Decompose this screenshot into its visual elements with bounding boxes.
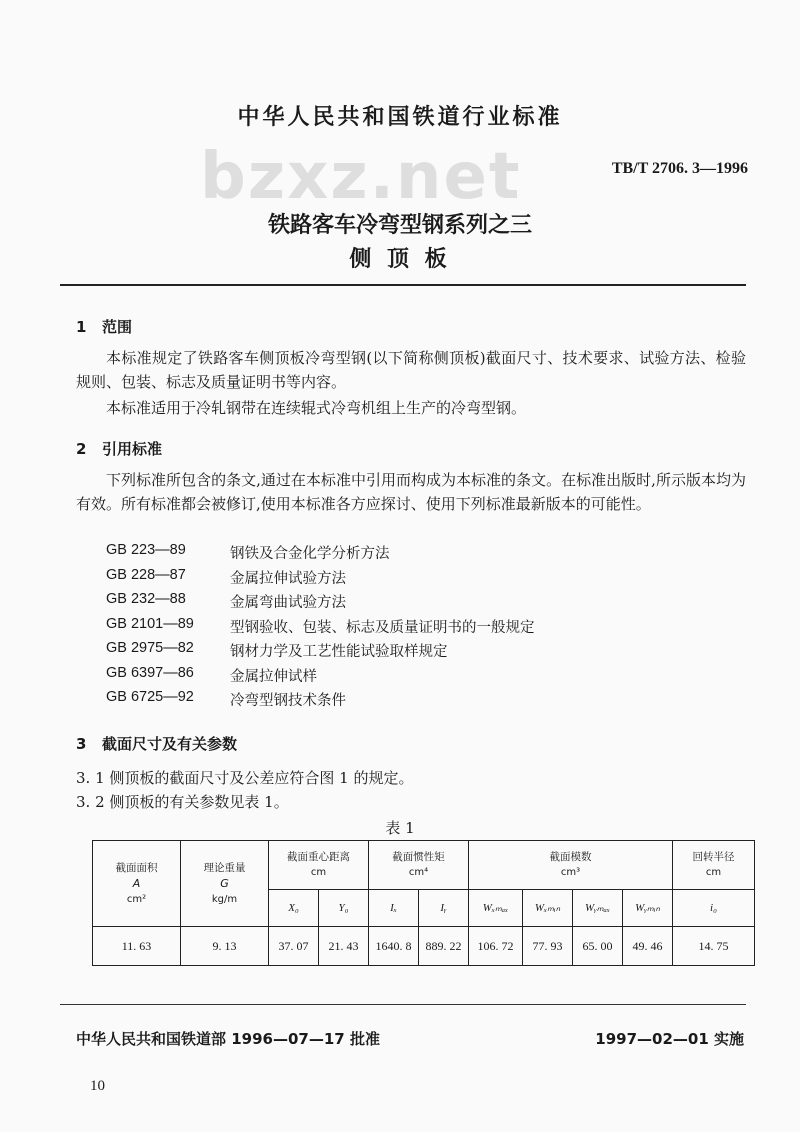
- clause-3-2: 3. 2 侧顶板的有关参数见表 1。: [76, 793, 289, 811]
- header-weight: [181, 841, 269, 927]
- reference-item: [106, 640, 535, 665]
- reference-title: 冷弯型钢技术条件: [230, 693, 346, 709]
- header-label: 截面惯性矩: [392, 851, 445, 863]
- section-2-heading: [76, 438, 162, 459]
- reference-code: GB 232—88: [106, 591, 186, 607]
- footer-divider: [60, 1004, 746, 1005]
- reference-title: 金属拉伸试样: [230, 668, 317, 685]
- reference-item: [106, 591, 535, 616]
- subheader-wxmin: Wₓₘᵢₙ: [523, 890, 573, 927]
- cell-weight: 9. 13: [181, 927, 269, 966]
- subheader-ix: Iₓ: [369, 890, 419, 927]
- section-1-paragraph-2: 本标准适用于冷轧钢带在连续辊式冷弯机组上生产的冷弯型钢。: [106, 399, 527, 417]
- header-unit: cm⁴: [408, 867, 429, 878]
- watermark: bzxz.net: [200, 140, 522, 214]
- header-unit: kg/m: [211, 893, 238, 905]
- section-title: 范围: [102, 318, 133, 336]
- section-1-paragraph-1: 本标准规定了铁路客车侧顶板冷弯型钢(以下简称侧顶板)截面尺寸、技术要求、试验方法、检验规则、包装、标志及质量证明书等内容。: [76, 349, 746, 391]
- reference-code: GB 223—89: [106, 542, 186, 558]
- cell-x0: 37. 07: [269, 927, 319, 966]
- cell-ix: 1640. 8: [369, 927, 419, 966]
- parameter-table: [92, 840, 755, 966]
- section-number: 2: [76, 440, 87, 458]
- cell-wxmax: 106. 72: [469, 927, 523, 966]
- section-number: 1: [76, 318, 87, 336]
- subheader-x0: X₀: [269, 890, 319, 927]
- cell-wymin: 49. 46: [623, 927, 673, 966]
- header-symbol: G: [220, 876, 229, 890]
- header-centroid: [269, 841, 369, 890]
- header-label: 回转半径: [692, 851, 735, 863]
- header-label: 截面模数: [549, 851, 592, 863]
- table-row: [93, 927, 755, 966]
- subheader-wymax: Wᵧₘₐₓ: [573, 890, 623, 927]
- standard-number: TB/T 2706. 3—1996: [611, 160, 748, 177]
- reference-title: 钢铁及合金化学分析方法: [230, 546, 390, 562]
- subheader-y0: Y₀: [319, 890, 369, 927]
- header-unit: cm: [705, 867, 722, 878]
- subheader-iy: Iᵧ: [419, 890, 469, 927]
- title-divider: [60, 284, 746, 286]
- reference-item: [106, 542, 535, 567]
- header-inertia: [369, 841, 469, 890]
- reference-item: [106, 665, 535, 690]
- cell-i0: 14. 75: [673, 927, 755, 966]
- header-unit: cm: [310, 867, 327, 878]
- header-label: 理论重量: [203, 861, 246, 874]
- reference-code: GB 228—87: [106, 566, 186, 583]
- cell-y0: 21. 43: [319, 927, 369, 966]
- document-subtitle: 侧 顶 板: [349, 247, 451, 272]
- reference-code: GB 6397—86: [106, 664, 194, 681]
- approval-line: 中华人民共和国铁道部 1996—07—17 批准: [76, 1030, 380, 1048]
- header-label: 截面重心距离: [287, 851, 350, 863]
- cell-iy: 889. 22: [419, 927, 469, 966]
- reference-title: 金属拉伸试验方法: [230, 570, 346, 587]
- reference-code: GB 6725—92: [106, 689, 194, 705]
- reference-item: [106, 689, 535, 714]
- cell-wymax: 65. 00: [573, 927, 623, 966]
- header-label: 截面面积: [115, 861, 158, 874]
- standard-issuer-title: 中华人民共和国铁道行业标准: [237, 105, 563, 130]
- table-caption: 表 1: [385, 819, 415, 837]
- section-1-heading: [76, 316, 132, 337]
- header-unit: cm²: [126, 893, 147, 905]
- section-2-paragraph: 下列标准所包含的条文,通过在本标准中引用而构成为本标准的条文。在标准出版时,所示版本均为有效。所有标准都会被修订,使用本标准各方应探讨、使用下列标准最新版本的可能性。: [76, 471, 746, 513]
- reference-list: [106, 542, 535, 714]
- subheader-i0: i₀: [673, 890, 755, 927]
- reference-code: GB 2101—89: [106, 615, 194, 632]
- clause-3-1: 3. 1 侧顶板的截面尺寸及公差应符合图 1 的规定。: [76, 769, 414, 787]
- reference-item: [106, 567, 535, 592]
- subheader-wxmax: Wₓₘₐₓ: [469, 890, 523, 927]
- reference-title: 金属弯曲试验方法: [230, 595, 346, 611]
- header-gyration: [673, 841, 755, 890]
- reference-code: GB 2975—82: [106, 640, 194, 656]
- reference-title: 型钢验收、包装、标志及质量证明书的一般规定: [230, 619, 535, 636]
- section-title: 截面尺寸及有关参数: [102, 735, 238, 753]
- header-area: [93, 841, 181, 927]
- subheader-wymin: Wᵧₘᵢₙ: [623, 890, 673, 927]
- implementation-date: 1997—02—01 实施: [595, 1030, 744, 1048]
- section-3-heading: [76, 733, 237, 754]
- header-symbol: A: [132, 876, 141, 890]
- cell-area: 11. 63: [93, 927, 181, 966]
- reference-item: [106, 616, 535, 641]
- cell-wxmin: 77. 93: [523, 927, 573, 966]
- header-unit: cm³: [560, 867, 581, 878]
- header-modulus: [469, 841, 673, 890]
- section-title: 引用标准: [102, 440, 163, 458]
- table-header-row: [93, 841, 755, 890]
- page-number: 10: [90, 1078, 105, 1094]
- reference-title: 钢材力学及工艺性能试验取样规定: [230, 644, 448, 660]
- document-title: 铁路客车冷弯型钢系列之三: [267, 213, 532, 238]
- section-number: 3: [76, 735, 87, 753]
